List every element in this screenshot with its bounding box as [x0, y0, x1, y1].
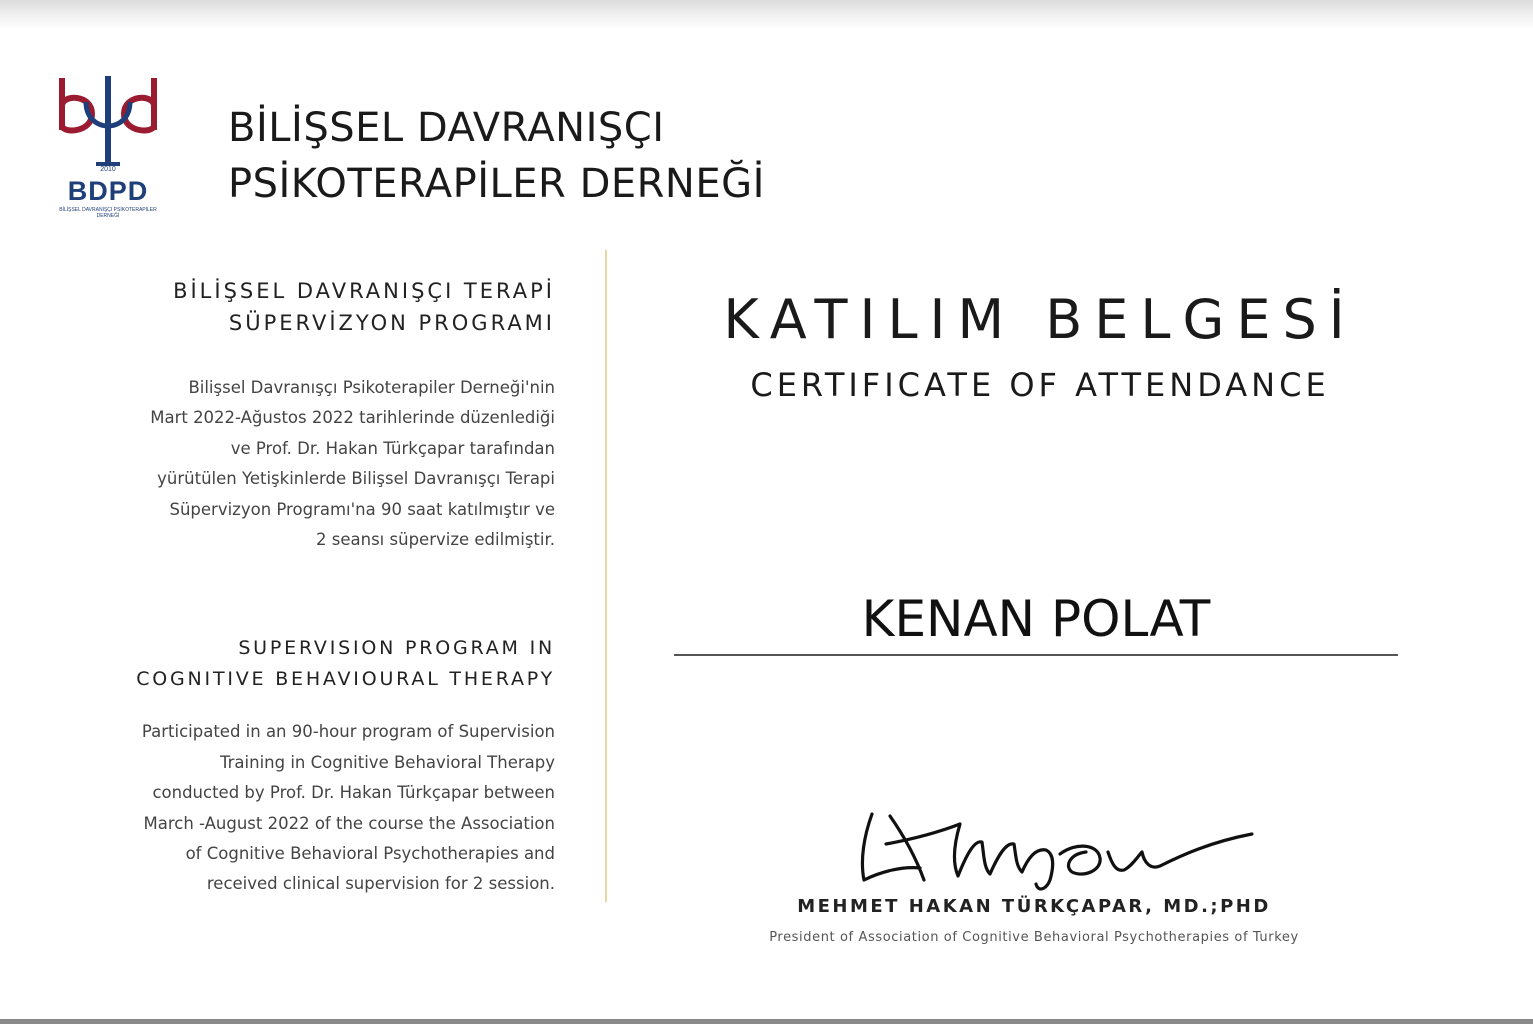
program-description — [50, 275, 555, 900]
turkish-body-line: Bilişsel Davranışçı Psikoterapiler Derneği'nin — [188, 378, 555, 397]
turkish-body-line: Süpervizyon Programı'na 90 saat katılmıştır ve — [169, 499, 555, 519]
certificate-subtitle: CERTIFICATE OF ATTENDANCE — [750, 366, 1330, 404]
turkish-body-line: 2 seansı süpervize edilmiştir. — [316, 530, 555, 550]
signatory-title: President of Association of Cognitive Behavioral Psychotherapies of Turkey — [769, 930, 1299, 945]
turkish-heading-line: SÜPERVİZYON PROGRAMI — [228, 311, 555, 335]
turkish-program-body — [50, 373, 555, 555]
turkish-body-line: Mart 2022-Ağustos 2022 tarihlerinde düzenlediği — [150, 408, 555, 428]
turkish-program-heading — [50, 275, 555, 339]
recipient-underline — [674, 654, 1398, 656]
english-heading-line: COGNITIVE BEHAVIOURAL THERAPY — [136, 668, 555, 691]
english-body-line: received clinical supervision for 2 session. — [206, 874, 555, 894]
english-program-body — [50, 717, 555, 899]
logo-wordmark: BDPD — [67, 176, 149, 206]
bdpd-logo — [52, 72, 164, 222]
english-body-line: of Cognitive Behavioral Psychotherapies and — [185, 844, 555, 864]
english-heading-line: SUPERVISION PROGRAM IN — [238, 637, 555, 660]
english-program-heading — [50, 633, 555, 695]
column-divider — [605, 250, 607, 902]
logo-subtext: BİLİŞSEL DAVRANIŞÇI PSİKOTERAPİLER DERNEĞİ — [59, 207, 157, 219]
english-body-line: conducted by Prof. Dr. Hakan Türkçapar between — [152, 783, 555, 803]
psi-symbol-icon — [52, 72, 164, 172]
turkish-heading-line: BİLİŞSEL DAVRANIŞÇI TERAPİ — [173, 279, 555, 303]
top-shadow — [0, 0, 1533, 30]
logo-year: 2010 — [100, 166, 116, 173]
signatory-name: MEHMET HAKAN TÜRKÇAPAR, MD.;PHD — [797, 896, 1271, 917]
english-body-line: March -August 2022 of the course the Association — [143, 813, 555, 833]
bottom-border — [0, 1019, 1533, 1024]
handwritten-signature — [850, 796, 1270, 896]
english-body-line: Training in Cognitive Behavioral Therapy — [219, 752, 555, 772]
organization-title — [228, 100, 765, 212]
organization-title-line1: BİLİŞSEL DAVRANIŞÇI — [228, 105, 665, 151]
recipient-name: KENAN POLAT — [861, 590, 1211, 648]
turkish-body-line: yürütülen Yetişkinlerde Bilişsel Davranışçı Terapi — [157, 469, 555, 489]
certificate-title: KATILIM BELGESİ — [723, 288, 1357, 351]
english-body-line: Participated in an 90-hour program of Supervision — [141, 722, 555, 742]
organization-title-line2: PSİKOTERAPİLER DERNEĞİ — [228, 161, 765, 207]
turkish-body-line: ve Prof. Dr. Hakan Türkçapar tarafından — [230, 438, 555, 458]
